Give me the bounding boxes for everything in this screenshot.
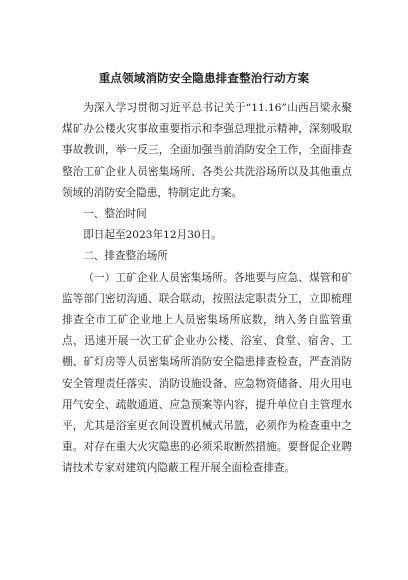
- subsection-paragraph-industrial: （一）工矿企业人员密集场所。各地要与应急、煤管和矿监等部门密切沟通、联合联动，按照法定职责分工，立即梳理排查全市工矿企业地上人员密集场所底数，纳入务自监管重点，迅速开展一次工矿企业办公楼、浴室、食堂、宿舍、工棚、矿灯房等人员密集场所消防安全隐患排查检查，严查消防安全管理责任落实、消防设施设备、应急物资储备、用火用电用气安全、疏散通道、应急预案等内容，提升单位自主管理水平，尤其是浴室更衣间设置机械式吊篮，必须作为检查重中之重。对存在重大火灾隐患的必须采取断然措施。要督促企业聘请技术专家对建筑内隐蔽工程开展全面检查排查。: [62, 271, 352, 475]
- section-heading-places: 二、排查整治场所: [83, 250, 168, 263]
- document-body: [62, 98, 352, 480]
- intro-paragraph: 为深入学习贯彻习近平总书记关于“11.16”山西吕梁永聚煤矿办公楼火灾事故重要指示和李强总理批示精神，深刻吸取事故教训，举一反三，全面加强当前消防安全工作，全面排查整治工矿企业人员密集场所、各类公共洗浴场所以及其他重点领域的消防安全隐患，特制定此方案。: [62, 102, 352, 199]
- section-heading-time: 一、整治时间: [83, 208, 147, 221]
- section-text-time: 即日起至2023年12月30日。: [83, 229, 222, 242]
- document-title: 重点领域消防安全隐患排查整治行动方案: [98, 71, 310, 85]
